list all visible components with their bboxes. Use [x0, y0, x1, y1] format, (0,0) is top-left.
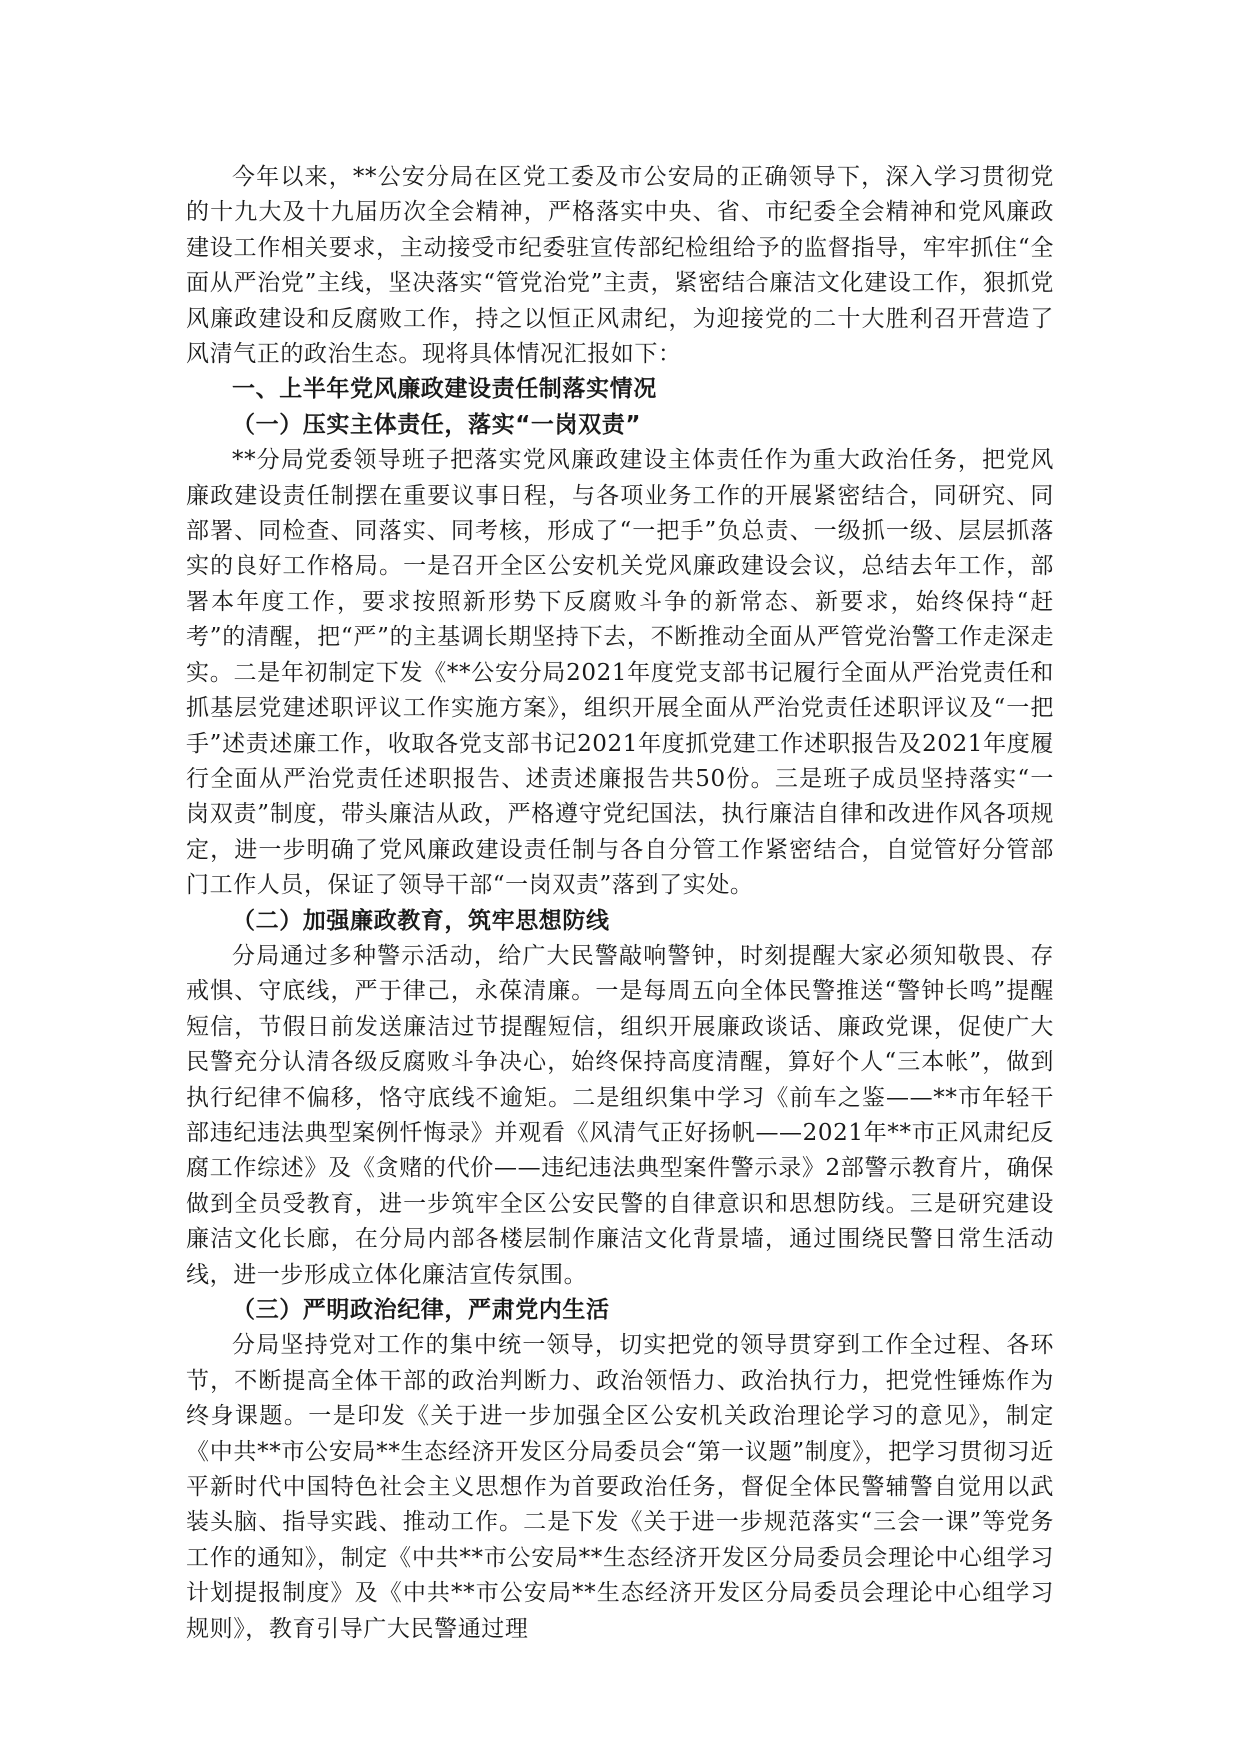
subsection-heading-3: （三）严明政治纪律，严肃党内生活	[232, 1297, 610, 1323]
subsection-body-2: 分局通过多种警示活动，给广大民警敲响警钟，时刻提醒大家必须知敬畏、存戒惧、守底线，严于律己，永葆清廉。一是每周五向全体民警推送“警钟长鸣”提醒短信，节假日前发送廉洁过节提醒短信，组织开展廉政谈话、廉政党课，促使广大民警充分认清各级反腐败斗争决心，始终保持高度清醒，算好个人“三本帐”，做到执行纪律不偏移，恪守底线不逾矩。二是组织集中学习《前车之鉴——**市年轻干部违纪违法典型案例忏悔录》并观看《风清气正好扬帆——2021年**市正风肃纪反腐工作综述》及《贪赌的代价——违纪违法典型案件警示录》2部警示教育片，确保做到全员受教育，进一步筑牢全区公安民警的自律意识和思想防线。三是研究建设廉洁文化长廊，在分局内部各楼层制作廉洁文化背景墙，通过围绕民警日常生活动线，进一步形成立体化廉洁宣传氛围。	[186, 942, 1054, 1288]
subsection-heading-1: （一）压实主体责任，落实“一岗双责”	[232, 411, 642, 438]
subsection-heading-2: （二）加强廉政教育，筑牢思想防线	[232, 907, 610, 934]
section-heading: 一、上半年党风廉政建设责任制落实情况	[232, 376, 657, 403]
subsection-body-1: **分局党委领导班子把落实党风廉政建设主体责任作为重大政治任务，把党风廉政建设责任制摆在重要议事日程，与各项业务工作的开展紧密结合，同研究、同部署、同检查、同落实、同考核，形成了“一把手”负总责、一级抓一级、层层抓落实的良好工作格局。一是召开全区公安机关党风廉政建设会议，总结去年工作，部署本年度工作，要求按照新形势下反腐败斗争的新常态、新要求，始终保持“赶考”的清醒，把“严”的主基调长期坚持下去，不断推动全面从严管党治警工作走深走实。二是年初制定下发《**公安分局2021年度党支部书记履行全面从严治党责任和抓基层党建述职评议工作实施方案》，组织开展全面从严治党责任述职评议及“一把手”述责述廉工作，收取各党支部书记2021年度抓党建工作述职报告及2021年度履行全面从严治党责任述职报告、述责述廉报告共50份。三是班子成员坚持落实“一岗双责”制度，带头廉洁从政，严格遵守党纪国法，执行廉洁自律和改进作风各项规定，进一步明确了党风廉政建设责任制与各自分管工作紧密结合，自觉管好分管部门工作人员，保证了领导干部“一岗双责”落到了实处。	[186, 447, 1054, 899]
intro-paragraph: 今年以来，**公安分局在区党工委及市公安局的正确领导下，深入学习贯彻党的十九大及十九届历次全会精神，严格落实中央、省、市纪委全会精神和党风廉政建设工作相关要求，主动接受市纪委驻宣传部纪检组给予的监督指导，牢牢抓住“全面从严治党”主线，坚决落实“管党治党”主责，紧密结合廉洁文化建设工作，狠抓党风廉政建设和反腐败工作，持之以恒正风肃纪，为迎接党的二十大胜利召开营造了风清气正的政治生态。现将具体情况汇报如下：	[186, 164, 1054, 368]
document-body	[186, 160, 1054, 1647]
subsection-body-3: 分局坚持党对工作的集中统一领导，切实把党的领导贯穿到工作全过程、各环节，不断提高全体干部的政治判断力、政治领悟力、政治执行力，把党性锤炼作为终身课题。一是印发《关于进一步加强全区公安机关政治理论学习的意见》，制定《中共**市公安局**生态经济开发区分局委员会“第一议题”制度》，把学习贯彻习近平新时代中国特色社会主义思想作为首要政治任务，督促全体民警辅警自觉用以武装头脑、指导实践、推动工作。二是下发《关于进一步规范落实“三会一课”等党务工作的通知》，制定《中共**市公安局**生态经济开发区分局委员会理论中心组学习计划提报制度》及《中共**市公安局**生态经济开发区分局委员会理论中心组学习规则》，教育引导广大民警通过理	[186, 1332, 1054, 1642]
